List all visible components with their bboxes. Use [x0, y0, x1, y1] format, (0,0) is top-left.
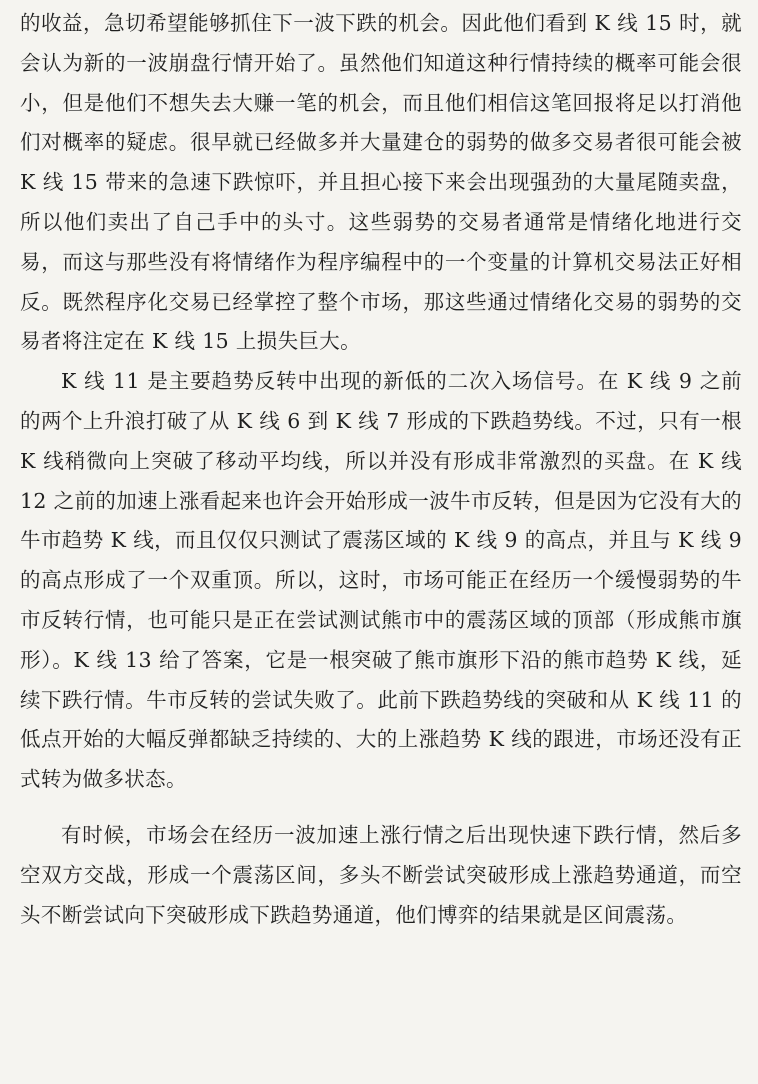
paragraph-k-line-11: K 线 11 是主要趋势反转中出现的新低的二次入场信号。在 K 线 9 之前的两个上升浪打破了从 K 线 6 到 K 线 7 形成的下跌趋势线。不过，只有一根 K 线稍微向上突破了移动平均线，所以并没有形成非常激烈的买盘。在 K 线 12 之前的加速上涨看起来也许会开始形成一波牛市反转，但是因为它没有大的牛市趋势 K 线，而且仅仅只测试了震荡区域的 K 线 9 的高点，并且与 K 线 9 的高点形成了一个双重顶。所以，这时，市场可能正在经历一个缓慢弱势的牛市反转行情，也可能只是正在尝试测试熊市中的震荡区域的顶部（形成熊市旗形）。K 线 13 给了答案，它是一根突破了熊市旗形下沿的熊市趋势 K 线，延续下跌行情。牛市反转的尝试失败了。此前下跌趋势线的突破和从 K 线 11 的低点开始的大幅反弹都缺乏持续的、大的上涨趋势 K 线的跟进，市场还没有正式转为做多状态。	[20, 369, 742, 792]
document-body	[20, 4, 742, 935]
paragraph-continuation: 的收益，急切希望能够抓住下一波下跌的机会。因此他们看到 K 线 15 时，就会认为新的一波崩盘行情开始了。虽然他们知道这种行情持续的概率可能会很小，但是他们不想失去大赚一笔的机会，而且他们相信这笔回报将足以打消他们对概率的疑虑。很早就已经做多并大量建仓的弱势的做多交易者很可能会被 K 线 15 带来的急速下跌惊吓，并且担心接下来会出现强劲的大量尾随卖盘，所以他们卖出了自己手中的头寸。这些弱势的交易者通常是情绪化地进行交易，而这与那些没有将情绪作为程序编程中的一个变量的计算机交易法正好相反。既然程序化交易已经掌控了整个市场，那这些通过情绪化交易的弱势的交易者将注定在 K 线 15 上损失巨大。	[20, 11, 742, 354]
paragraph-range-trading: 有时候，市场会在经历一波加速上涨行情之后出现快速下跌行情，然后多空双方交战，形成一个震荡区间，多头不断尝试突破形成上涨趋势通道，而空头不断尝试向下突破形成下跌趋势通道，他们博弈的结果就是区间震荡。	[20, 822, 742, 927]
